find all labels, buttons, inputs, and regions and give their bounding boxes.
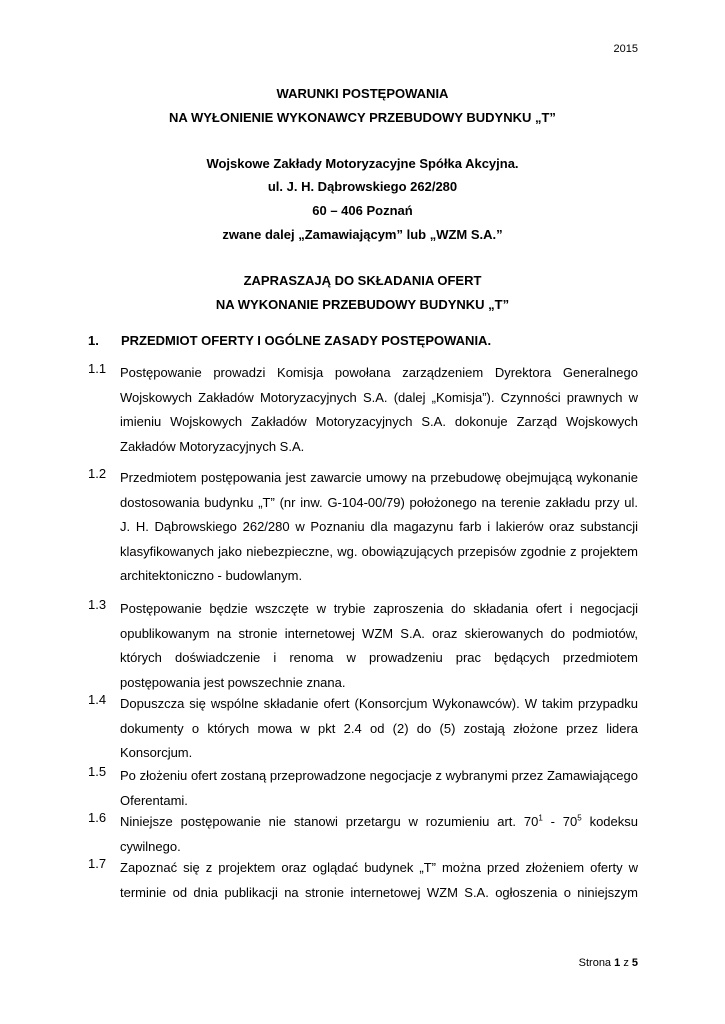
company-street: ul. J. H. Dąbrowskiego 262/280 bbox=[267, 179, 458, 194]
item-text-part: Niniejsze postępowanie nie stanowi przetargu w rozumieniu art. 70 bbox=[120, 814, 539, 829]
section-title: PRZEDMIOT OFERTY I OGÓLNE ZASADY POSTĘPOWANIA. bbox=[121, 333, 492, 348]
list-item bbox=[88, 810, 638, 859]
item-text: Postępowanie prowadzi Komisja powołana zarządzeniem Dyrektora Generalnego Wojskowych Zakładów Motoryzacyjnych S.A. (dalej „Komisja”). Czynności prawnych w imieniu Wojskowych Zakładów Motoryzacyjnych S.A. dokonuje Zarząd Wojskowych Zakładów Motoryzacyjnych S.A. bbox=[120, 365, 638, 454]
page-total: 5 bbox=[631, 957, 638, 969]
invitation-line-1: ZAPRASZAJĄ DO SKŁADANIA OFERT bbox=[243, 273, 482, 288]
item-number: 1.4 bbox=[88, 692, 107, 707]
page-label: Strona bbox=[578, 957, 612, 969]
item-text: Zapoznać się z projektem oraz oglądać budynek „T” można przed złożeniem oferty w terminie od dnia publikacji na stronie internetowej WZM S.A. ogłoszenia o niniejszym bbox=[120, 860, 638, 900]
list-item bbox=[88, 597, 638, 695]
list-item bbox=[88, 856, 638, 905]
item-text: Przedmiotem postępowania jest zawarcie umowy na przebudowę obejmującą wykonanie dostosowania budynku „T” (nr inw. G-104-00/79) położonego na terenie zakładu przy ul. J. H. Dąbrowskiego 262/280 w Poznaniu dla magazynu farb i lakierów oraz substancji klasyfikowanych jako niebezpieczne, wg. obowiązujących przepisów zgodnie z projektem architektoniczno - budowlanym. bbox=[120, 470, 638, 583]
list-item bbox=[88, 692, 638, 766]
list-item bbox=[88, 466, 638, 589]
superscript: 5 bbox=[577, 813, 582, 823]
item-number: 1.1 bbox=[88, 361, 107, 376]
title-line-2: NA WYŁONIENIE WYKONAWCY PRZEBUDOWY BUDYNKU „T” bbox=[169, 110, 556, 125]
title-line-1: WARUNKI POSTĘPOWANIA bbox=[276, 86, 449, 101]
item-number: 1.5 bbox=[88, 764, 107, 779]
item-text-part: kodeksu cywilnego. bbox=[120, 814, 638, 854]
list-item bbox=[88, 361, 638, 459]
header-year: 2015 bbox=[613, 43, 638, 55]
item-number: 1.6 bbox=[88, 810, 107, 825]
invitation-line-2: NA WYKONANIE PRZEBUDOWY BUDYNKU „T” bbox=[215, 297, 510, 312]
company-alias: zwane dalej „Zamawiającym” lub „WZM S.A.” bbox=[222, 227, 503, 242]
item-number: 1.7 bbox=[88, 856, 107, 871]
section-heading bbox=[88, 333, 491, 348]
superscript: 1 bbox=[538, 813, 543, 823]
item-text: Po złożeniu ofert zostaną przeprowadzone negocjacje z wybranymi przez Zamawiającego Oferentami. bbox=[120, 768, 638, 808]
item-text-part: - 70 bbox=[542, 814, 578, 829]
item-text: Dopuszcza się wspólne składanie ofert (Konsorcjum Wykonawców). W takim przypadku dokumenty o których mowa w pkt 2.4 od (2) do (5) zostają złożone przez lidera Konsorcjum. bbox=[120, 696, 638, 760]
list-item bbox=[88, 764, 638, 813]
item-number: 1.3 bbox=[88, 597, 107, 612]
company-name: Wojskowe Zakłady Motoryzacyjne Spółka Akcyjna. bbox=[206, 156, 519, 171]
section-number: 1. bbox=[88, 333, 99, 348]
page-footer bbox=[579, 957, 638, 969]
item-text bbox=[120, 810, 638, 859]
page-separator: z bbox=[623, 957, 629, 969]
item-number: 1.2 bbox=[88, 466, 107, 481]
page-current: 1 bbox=[614, 957, 621, 969]
item-text: Postępowanie będzie wszczęte w trybie zaproszenia do składania ofert i negocjacji opublikowanym na stronie internetowej WZM S.A. oraz skierowanych do podmiotów, których doświadczenie i renoma w prowadzeniu prac będących przedmiotem postępowania jest powszechnie znana. bbox=[120, 601, 638, 690]
company-city: 60 – 406 Poznań bbox=[312, 203, 413, 218]
